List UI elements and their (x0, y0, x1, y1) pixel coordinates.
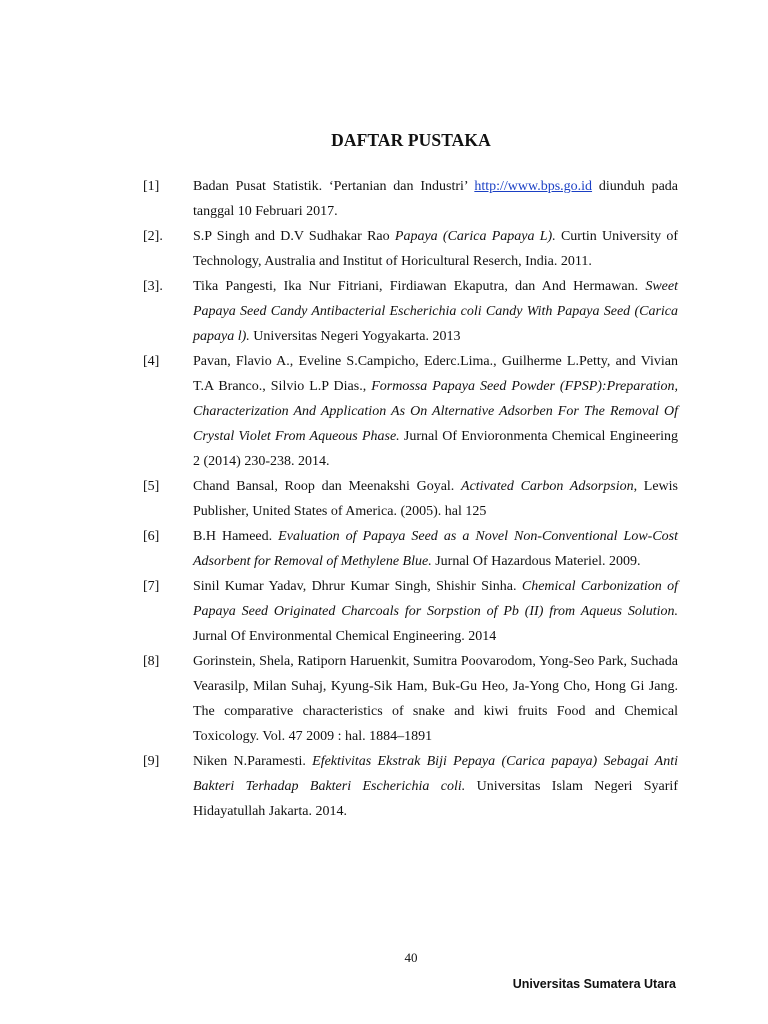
reference-segment: Tika Pangesti, Ika Nur Fitriani, Firdiawan Ekaputra, dan And Hermawan. (193, 279, 646, 294)
reference-title: Chemical Carbonization of Papaya Seed Originated Charcoals for Sorpstion of Pb (II) from Aqueus Solution. (193, 579, 678, 619)
reference-title: Efektivitas Ekstrak Biji Pepaya (Carica papaya) Sebagai Anti Bakteri Terhadap Bakteri Escherichia coli. (193, 754, 678, 794)
reference-title: Formossa Papaya Seed Powder (FPSP):Preparation, Characterization And Application As On Alternative Adsorben For The Removal Of Crystal Violet From Aqueous Phase. (193, 379, 678, 444)
reference-entry (0, 574, 768, 649)
reference-segment: Jurnal Of Envioronmenta Chemical Engineering 2 (2014) 230-238. 2014. (193, 429, 679, 469)
reference-number: [7] (143, 579, 160, 594)
reference-entry (0, 649, 768, 749)
reference-text (193, 349, 678, 474)
reference-text (193, 474, 678, 524)
page-title: DAFTAR PUSTAKA (331, 130, 491, 150)
reference-segment: Sinil Kumar Yadav, Dhrur Kumar Singh, Shishir Sinha. (193, 579, 522, 594)
page-number: 40 (404, 950, 418, 965)
reference-title: Activated Carbon Adsorpsion (461, 479, 634, 494)
reference-segment: Curtin University of Technology, Australia and Institut of Horicultural Reserch, India. 2011. (193, 229, 679, 269)
reference-title: Papaya (Carica Papaya L). (394, 229, 556, 244)
reference-title: Evaluation of Papaya Seed as a Novel Non-Conventional Low-Cost Adsorbent for Removal of Methylene Blue. (193, 529, 678, 569)
reference-number: [3]. (143, 279, 163, 294)
reference-text (193, 649, 678, 749)
reference-number: [9] (143, 754, 160, 769)
reference-segment: Jurnal Of Hazardous Materiel. 2009. (431, 554, 641, 569)
reference-segment: Jurnal Of Environmental Chemical Engineering. 2014 (193, 629, 497, 644)
reference-segment: Badan Pusat Statistik. ‘Pertanian dan Industri’ (193, 179, 475, 194)
reference-segment: Gorinstein, Shela, Ratiporn Haruenkit, Sumitra Poovarodom, Yong-Seo Park, Suchada Vearasilp, Milan Suhaj, Kyung-Sik Ham, Buk-Gu Heo, Ja-Yong Cho, Hong Gi Jang. The comparative characteristics of snake and kiwi fruits Food and Chemical Toxicology. Vol. 47 2009 : hal. 1884–1891 (193, 654, 678, 744)
reference-number: [6] (143, 529, 160, 544)
reference-segment: B.H Hameed. (193, 529, 279, 544)
reference-segment: S.P Singh and D.V Sudhakar Rao (193, 229, 395, 244)
reference-entry (0, 174, 768, 224)
reference-text (193, 749, 678, 824)
reference-entry (0, 274, 768, 349)
university-footer: Universitas Sumatera Utara (512, 977, 676, 991)
reference-number: [2]. (143, 229, 163, 244)
reference-segment: , Lewis Publisher, United States of America. (2005). hal 125 (193, 479, 679, 519)
reference-segment: Universitas Islam Negeri Syarif Hidayatullah Jakarta. 2014. (193, 779, 678, 819)
reference-number: [4] (143, 354, 160, 369)
reference-text (193, 524, 678, 574)
reference-segment: Niken N.Paramesti. (193, 754, 313, 769)
reference-segment: Pavan, Flavio A., Eveline S.Campicho, Ederc.Lima., Guilherme L.Petty, and Vivian T.A Branco., Silvio L.P Dias., (193, 354, 678, 394)
reference-entry (0, 524, 768, 574)
reference-number: [1] (143, 179, 160, 194)
reference-list (0, 174, 768, 824)
reference-entry (0, 474, 768, 524)
reference-number: [8] (143, 654, 160, 669)
reference-text (193, 274, 678, 349)
reference-segment: diunduh pada tanggal 10 Februari 2017. (193, 179, 678, 219)
reference-entry (0, 749, 768, 824)
reference-segment: Chand Bansal, Roop dan Meenakshi Goyal. (193, 479, 462, 494)
reference-text (193, 574, 678, 649)
reference-entry (0, 224, 768, 274)
reference-entry (0, 349, 768, 474)
reference-title: Sweet Papaya Seed Candy Antibacterial Escherichia coli Candy With Papaya Seed (Carica papaya l). (193, 279, 678, 344)
reference-text (193, 224, 678, 274)
reference-text (193, 174, 678, 224)
reference-link[interactable]: http://www.bps.go.id (474, 179, 593, 194)
reference-segment: Universitas Negeri Yogyakarta. 2013 (249, 329, 461, 344)
reference-number: [5] (143, 479, 160, 494)
